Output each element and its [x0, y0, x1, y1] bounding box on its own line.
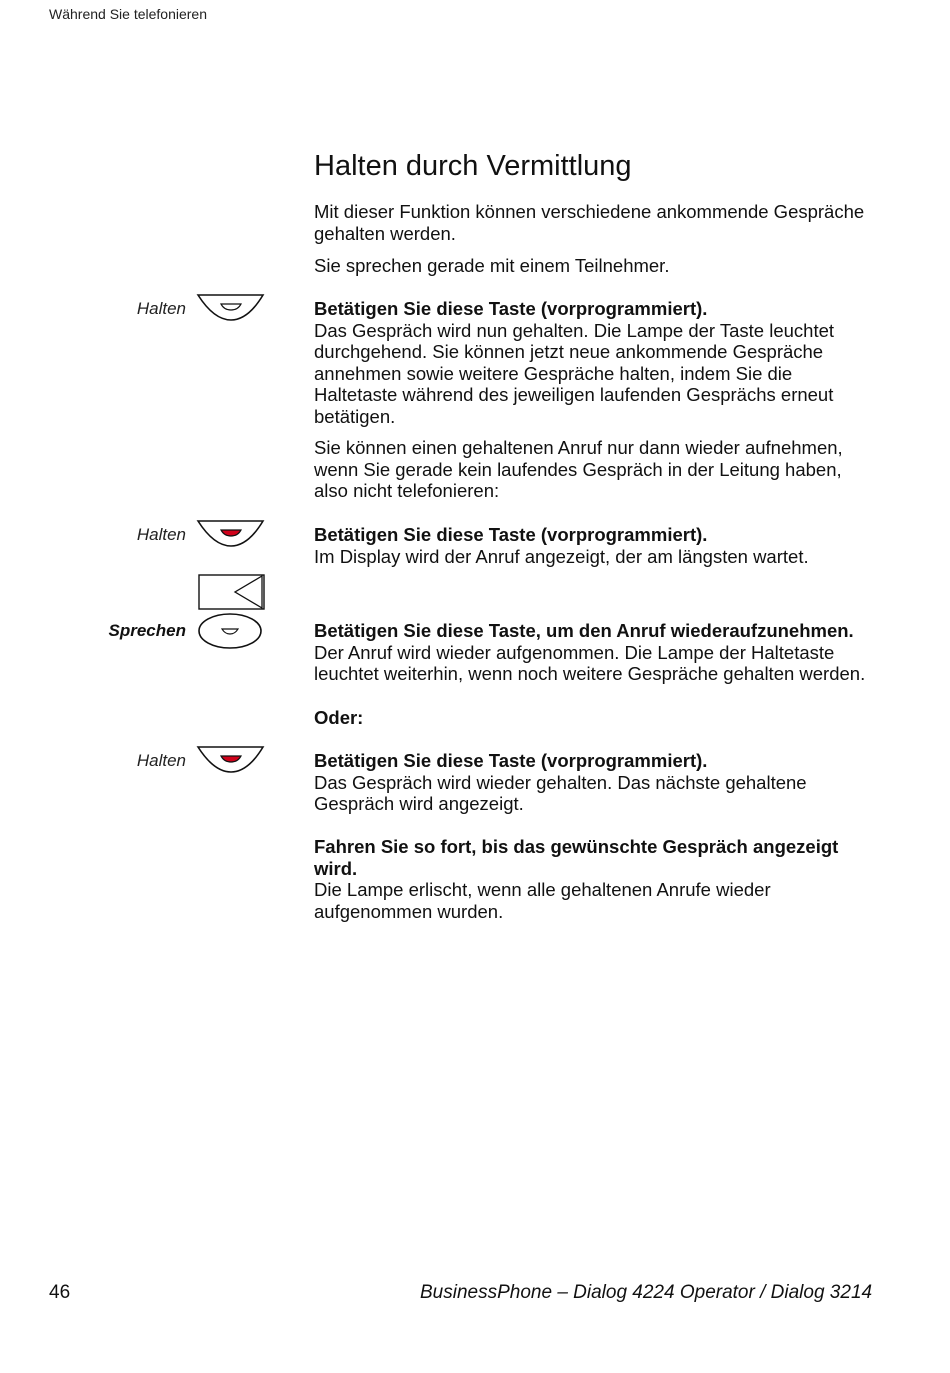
running-header: Während Sie telefonieren [49, 6, 207, 22]
page-number: 46 [49, 1282, 71, 1303]
step1-text: Das Gespräch wird nun gehalten. Die Lampe der Taste leuchtet durchgehend. Sie können jetzt neue ankommende Gespräche annehmen sowie weitere Gespräche halten, indem Sie die Haltetaste während des jeweiligen laufenden Gesprächs erneut betätigen. [314, 319, 835, 427]
halten-key-label: Halten [136, 525, 186, 544]
oder-label: Oder: [314, 707, 364, 728]
step5-instruction: Fahren Sie so fort, bis das gewünschte Gespräch angezeigt wird. [314, 836, 839, 879]
step2-instruction: Betätigen Sie diese Taste (vorprogrammiert). [314, 524, 708, 545]
step3-instruction: Betätigen Sie diese Taste, um den Anruf wiederaufzunehmen. [314, 620, 854, 641]
display-icon [198, 574, 266, 610]
halten-key-lit-icon[interactable] [196, 745, 266, 775]
speaking-paragraph: Sie sprechen gerade mit einem Teilnehmer. [314, 255, 670, 276]
step2-text: Im Display wird der Anruf angezeigt, der am längsten wartet. [314, 545, 809, 567]
step1-paragraph [314, 298, 874, 428]
step3-text: Der Anruf wird wieder aufgenommen. Die Lampe der Haltetaste leuchtet weiterhin, wenn noch weitere Gespräche gehalten werden. [314, 641, 866, 685]
oder-paragraph [314, 707, 874, 729]
step4-paragraph [314, 750, 874, 815]
intro-paragraph: Mit dieser Funktion können verschiedene ankommende Gespräche gehalten werden. [314, 201, 865, 244]
retrieve-info-paragraph: Sie können einen gehaltenen Anruf nur dann wieder aufnehmen, wenn Sie gerade kein laufendes Gespräch in der Leitung haben, also nicht telefonieren: [314, 437, 843, 502]
step4-instruction: Betätigen Sie diese Taste (vorprogrammiert). [314, 750, 708, 771]
page-title: Halten durch Vermittlung [314, 150, 632, 182]
step2-paragraph [314, 524, 874, 567]
step4-text: Das Gespräch wird wieder gehalten. Das nächste gehaltene Gespräch wird angezeigt. [314, 771, 807, 815]
halten-key-lit-icon[interactable] [196, 519, 266, 549]
sprechen-key-icon[interactable] [197, 612, 265, 650]
halten-key-icon[interactable] [196, 293, 266, 323]
halten-key-label: Halten [136, 299, 186, 318]
footer-title: BusinessPhone – Dialog 4224 Operator / Dialog 3214 [420, 1282, 873, 1303]
sprechen-key-label: Sprechen [108, 621, 186, 640]
halten-key-label: Halten [136, 751, 186, 770]
step5-paragraph [314, 836, 874, 922]
step5-text: Die Lampe erlischt, wenn alle gehaltenen Anrufe wieder aufgenommen wurden. [314, 879, 771, 922]
step3-paragraph [314, 620, 894, 685]
step1-instruction: Betätigen Sie diese Taste (vorprogrammiert). [314, 298, 708, 319]
